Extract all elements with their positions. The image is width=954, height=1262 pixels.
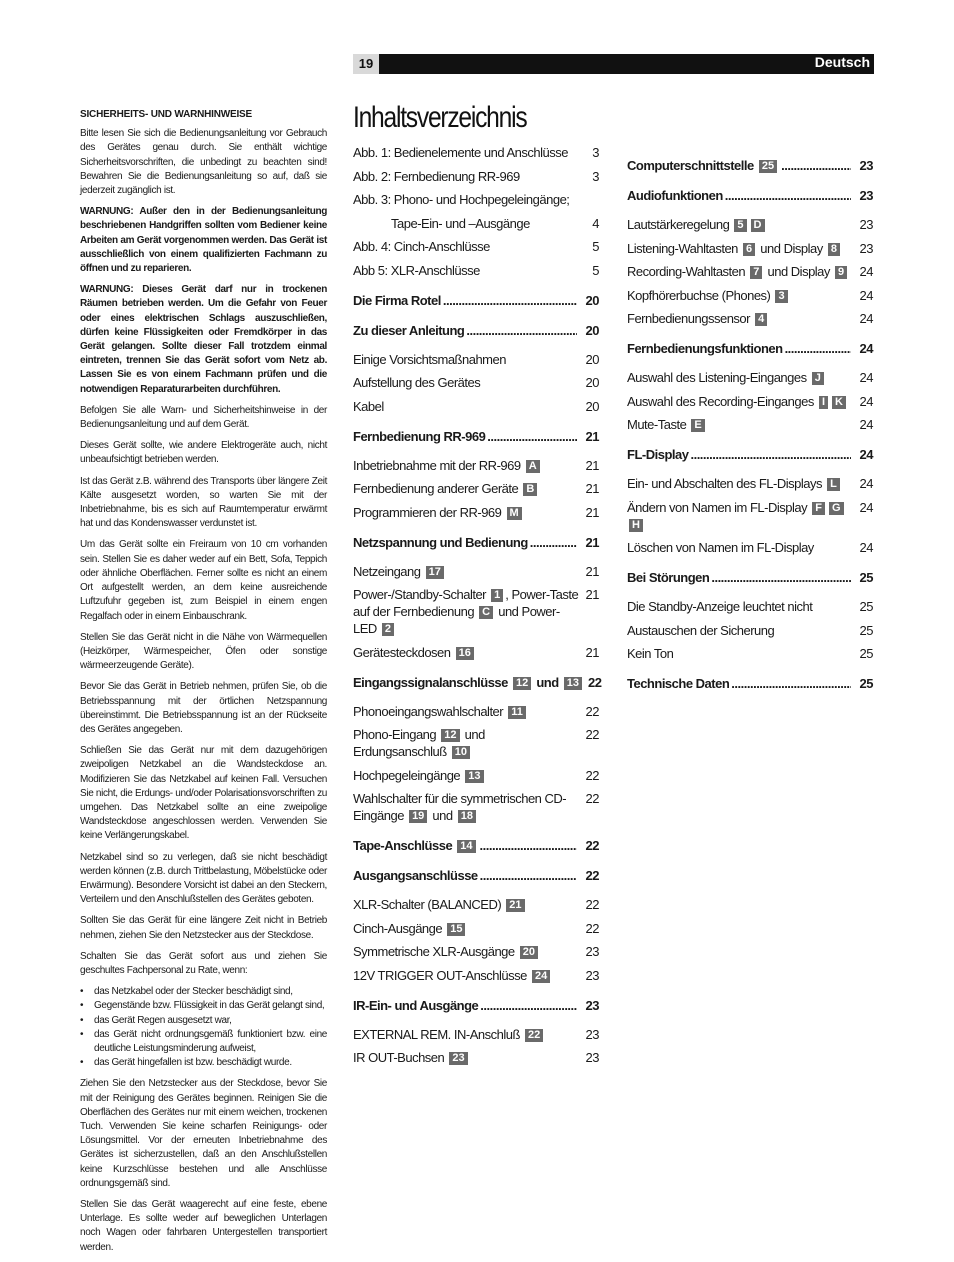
reference-badge: I [819, 396, 828, 409]
toc-entry: Phono-Eingang 12 und Erdungsanschluß 10 22 [353, 727, 599, 759]
reference-badge: 18 [458, 810, 476, 823]
toc-entry: Auswahl des Listening-Einganges J 24 [627, 370, 873, 385]
toc-leader-dots [480, 867, 577, 884]
reference-badge: C [479, 606, 493, 619]
toc-section: Bei Störungen ..... 25 [627, 569, 873, 586]
reference-badge: 8 [828, 243, 840, 256]
toc-page-number: 24 [859, 370, 873, 385]
toc-entry: Aufstellung des Gerätes 20 [353, 375, 599, 390]
toc-entry: IR OUT-Buchsen 23 23 [353, 1050, 599, 1065]
reference-badge: K [832, 396, 846, 409]
toc-entry: Ein- und Abschalten des FL-Displays L 24 [627, 476, 873, 491]
toc-page-number: 22 [585, 727, 599, 742]
toc-entry: Lautstärkeregelung 5 D 23 [627, 217, 873, 232]
toc-section: IR-Ein- und Ausgänge ..... 23 [353, 997, 599, 1014]
toc-page-number: 24 [859, 476, 873, 491]
reference-badge: 23 [449, 1052, 467, 1065]
toc-entry: Programmieren der RR-969 M 21 [353, 504, 599, 520]
reference-badge: 5 [734, 219, 746, 232]
toc-page-number: 22 [585, 838, 599, 853]
toc-page-number: 23 [859, 188, 873, 203]
toc-entry: Recording-Wahltasten 7 und Display 9 24 [627, 264, 873, 279]
toc-entry: Phonoeingangswahlschalter 11 22 [353, 703, 599, 719]
safety-paragraph: Stellen Sie das Gerät nicht in die Nähe von Wärmequellen (Heizkörper, Wärmespeicher, Öfen oder sonstige wärmeerzeugende Geräte). [80, 631, 327, 672]
toc-page-number: 22 [585, 703, 599, 719]
toc-page-number: 5 [592, 239, 599, 254]
safety-closing [80, 1077, 327, 1254]
toc-page-number: 3 [592, 168, 599, 184]
safety-paragraph: Bevor Sie das Gerät in Betrieb nehmen, prüfen Sie, ob die Betriebsspannung mit der örtlichen Netzspannung übereinstimmt. Die Betriebsspannung ist an der Rückseite des Gerätes angegeben. [80, 681, 327, 735]
reference-badge: 7 [750, 266, 762, 279]
toc-section: Zu dieser Anleitung ..... 20 [353, 322, 599, 339]
reference-badge: 3 [775, 290, 787, 303]
toc-entry: Die Standby-Anzeige leuchtet nicht 25 [627, 599, 873, 614]
toc-leader-dots [690, 446, 851, 463]
toc-entry: Kopfhörerbuchse (Phones) 3 24 [627, 287, 873, 303]
toc-column-middle [353, 144, 602, 1073]
toc-page-number: 24 [859, 393, 873, 409]
toc-entry: Hochpegeleingänge 13 22 [353, 767, 599, 783]
toc-page-number: 22 [585, 868, 599, 883]
toc-entry: Cinch-Ausgänge 15 22 [353, 920, 599, 936]
toc-entry: Einige Vorsichtsmaßnahmen 20 [353, 351, 599, 367]
safety-bullet: • das Gerät hingefallen ist bzw. beschädigt wurde. [80, 1056, 327, 1070]
reference-badge: H [629, 519, 643, 532]
safety-paragraph: Schalten Sie das Gerät sofort aus und ziehen Sie geschultes Fachpersonal zu Rate, wenn: [80, 950, 327, 976]
toc-page-number: 25 [859, 646, 873, 661]
toc-page-number: 21 [585, 534, 599, 550]
toc-entry: Listening-Wahltasten 6 und Display 8 23 [627, 240, 873, 256]
toc-page-number: 21 [585, 481, 599, 496]
toc-page-number: 23 [859, 217, 873, 232]
safety-bullet: • das Gerät Regen ausgesetzt war, [80, 1014, 327, 1028]
safety-paragraph: Schließen Sie das Gerät nur mit dem dazugehörigen zweipoligen Netzkabel an die Wandsteckdose an. Modifizieren Sie das Netzkabel auf keinen Fall. Versuchen Sie nicht, die Erdungs- und/oder Polarisationsvorschriften zu umgehen. Das Netzkabel sollte an eine zweipolige Wandsteckdose angeschlossen werden. Verwenden Sie keine Verlängerungskabel. [80, 745, 327, 842]
reference-badge: M [507, 507, 522, 520]
reference-badge: 1 [491, 589, 503, 602]
reference-badge: 12 [441, 729, 459, 742]
toc-page-number: 20 [585, 398, 599, 414]
safety-bullet: • das Netzkabel oder der Stecker beschädigt sind, [80, 985, 327, 999]
toc-leader-dots [480, 997, 577, 1014]
toc-page-number: 23 [585, 1026, 599, 1042]
reference-badge: 21 [506, 899, 524, 912]
toc-entry: Mute-Taste E 24 [627, 417, 873, 432]
toc-page-number: 22 [585, 791, 599, 806]
toc-section: Ausgangsanschlüsse ..... 22 [353, 867, 599, 884]
reference-badge: D [751, 219, 765, 232]
toc-section: Eingangssignalanschlüsse 12 und 13 22 [353, 674, 602, 690]
toc-page-number: 22 [585, 767, 599, 783]
toc-entry: Wahlschalter für die symmetrischen CD-Eingänge 19 und 18 22 [353, 791, 599, 823]
toc-entry: Ändern von Namen im FL-Display F GH 24 [627, 499, 873, 531]
toc-leader-dots [725, 187, 851, 204]
safety-heading: SICHERHEITS- UND WARNHINWEISE [80, 109, 252, 120]
toc-page-number: 24 [859, 311, 873, 326]
toc-page-number: 24 [859, 447, 873, 462]
safety-paragraph: WARNUNG: Dieses Gerät darf nur in trockenen Räumen betrieben werden. Um die Gefahr von Feuer oder eines elektrischen Schlags auszuschließen, dürfen keine Flüssigkeiten oder Fremdkörper in das Gerät gelangen. Sollte dieser Fall trotzdem einmal eintreten, trennen Sie das Gerät sofort vom Netz ab. Lassen Sie es von einem Fachmann prüfen und die notwendigen Reparaturarbeiten durchführen. [80, 284, 327, 395]
toc-entry: Abb. 4: Cinch-Anschlüsse 5 [353, 239, 599, 254]
safety-paragraph: Ziehen Sie den Netzstecker aus der Steckdose, bevor Sie mit der Reinigung des Gerätes beginnen. Reinigen Sie die Oberflächen des Gerätes nur mit einem weichen, trockenen Tuch. Verwenden Sie keine scharfen Reinigungs- oder Lösungsmittel. Vor der erneuten Inbetriebnahme des Gerätes ist sicherzustellen, daß an den Anschlußstellen keine Kurzschlüsse bestehen und alle Anschlüsse ordnungsgemäß sind. [80, 1078, 327, 1189]
reference-badge: 15 [447, 923, 465, 936]
toc-entry: Abb 5: XLR-Anschlüsse 5 [353, 262, 599, 278]
reference-badge: 17 [426, 566, 444, 579]
reference-badge: 13 [465, 770, 483, 783]
toc-section: Die Firma Rotel ..... 20 [353, 292, 599, 309]
reference-badge: 24 [532, 970, 550, 983]
reference-badge: 6 [743, 243, 755, 256]
toc-page-number: 24 [859, 499, 873, 515]
reference-badge: 10 [452, 746, 470, 759]
toc-entry: Gerätesteckdosen 16 21 [353, 644, 599, 660]
reference-badge: E [691, 419, 704, 432]
toc-leader-dots [530, 534, 577, 551]
reference-badge: 4 [755, 313, 767, 326]
toc-page-number: 24 [859, 341, 873, 356]
toc-entry: Abb. 2: Fernbedienung RR-969 3 [353, 168, 599, 184]
safety-bullet: • Gegenstände bzw. Flüssigkeit in das Gerät gelangt sind, [80, 999, 327, 1013]
safety-paragraphs [80, 127, 327, 978]
toc-entry: Löschen von Namen im FL-Display 24 [627, 540, 873, 555]
reference-badge: 14 [457, 840, 475, 853]
toc-entry: 12V TRIGGER OUT-Anschlüsse 24 23 [353, 967, 599, 983]
toc-page-number: 23 [585, 1050, 599, 1065]
toc-leader-dots [443, 292, 577, 309]
header-bar [353, 54, 874, 74]
toc-page-number: 20 [585, 292, 599, 308]
safety-bullet: • das Gerät nicht ordnungsgemäß funktioniert bzw. eine deutliche Leistungsminderung aufweist, [80, 1028, 327, 1056]
toc-page-number: 23 [859, 240, 873, 256]
toc-page-number: 3 [592, 145, 599, 160]
safety-paragraph: WARNUNG: Außer den in der Bedienungsanleitung beschriebenen Handgriffen sollten vom Bediener keine Arbeiten am Gerät vorgenommen werden. Das Gerät ist ausschließlich von einem qualifizierten Fachmann zu öffnen und zu reparieren. [80, 206, 327, 275]
reference-badge: 16 [456, 647, 474, 660]
safety-paragraph: Netzkabel sind so zu verlegen, daß sie nicht beschädigt werden können (z.B. durch Trittbelastung, Möbelstücke oder Erwärmung). Besondere Vorsicht ist dabei an den Steckern, Verteilern und den Anschlußstellen des Gerätes geboten. [80, 851, 327, 906]
toc-leader-dots [785, 340, 851, 357]
toc-section: Tape-Anschlüsse 14 ..... 22 [353, 837, 599, 854]
toc-entry: Fernbedienungssensor 4 24 [627, 311, 873, 326]
toc-section: Fernbedienung RR-969 ..... 21 [353, 428, 599, 445]
toc-page-number: 23 [859, 158, 873, 173]
toc-section: FL-Display ..... 24 [627, 446, 873, 463]
safety-paragraph: Um das Gerät sollte ein Freiraum von 10 cm vorhanden sein. Stellen Sie es daher weder auf ein Bett, Sofa, Teppich oder ähnliche Oberflächen. Ferner sollte es nicht an einem Ort aufgestellt werden, an dem keine ausreichende Luftzufuhr gegeben ist, zum Beispiel in einem engen Regalfach oder in einem Einbauschrank. [80, 539, 327, 622]
toc-page-number: 22 [585, 897, 599, 912]
toc-leader-dots [480, 837, 577, 854]
safety-bullet-list [80, 985, 327, 1070]
toc-page-number: 20 [585, 322, 599, 338]
toc-page-number: 21 [585, 428, 599, 444]
toc-page-number: 22 [585, 920, 599, 936]
reference-badge: 22 [525, 1029, 543, 1042]
reference-badge: J [812, 372, 824, 385]
toc-page-number: 20 [585, 351, 599, 367]
toc-section: Computerschnittstelle 25 ..... 23 [627, 157, 873, 174]
reference-badge: 2 [382, 623, 394, 636]
reference-badge: F [812, 502, 825, 515]
toc-page-number: 24 [859, 287, 873, 303]
reference-badge: L [827, 478, 840, 491]
toc-entry: Netzeingang 17 21 [353, 563, 599, 579]
toc-entry: Austauschen der Sicherung 25 [627, 622, 873, 638]
toc-entry: Inbetriebnahme mit der RR-969 A 21 [353, 457, 599, 473]
toc-page-number: 23 [585, 944, 599, 959]
reference-badge: 19 [409, 810, 427, 823]
toc-entry: Tape-Ein- und –Ausgänge 4 [391, 215, 599, 231]
toc-page-number: 21 [585, 644, 599, 660]
toc-page-number: 21 [585, 563, 599, 579]
toc-page-number: 21 [585, 504, 599, 520]
toc-leader-dots [731, 675, 851, 692]
safety-paragraph: Befolgen Sie alle Warn- und Sicherheitshinweise in der Bedienungsanleitung und auf dem Gerät. [80, 404, 327, 431]
toc-leader-dots [711, 569, 851, 586]
reference-badge: 12 [513, 677, 531, 690]
language-label: Deutsch [814, 54, 870, 70]
safety-column [80, 108, 327, 1262]
toc-entry: Kein Ton 25 [627, 646, 873, 661]
toc-section: Technische Daten ..... 25 [627, 675, 873, 692]
toc-entry: Power-/Standby-Schalter 1 , Power-Taste auf der Fernbedienung C und Power-LED 2 21 [353, 587, 599, 636]
toc-section: Fernbedienungsfunktionen ..... 24 [627, 340, 873, 357]
toc-page-number: 25 [859, 622, 873, 638]
safety-paragraph: Ist das Gerät z.B. während des Transports über längere Zeit Kälte ausgesetzt worden, so warten Sie mit der Inbetriebnahme, bis es sich auf Raumtemperatur erwärmt hat und das Kondenswasser verdunstet ist. [80, 475, 327, 530]
toc-page-number: 23 [585, 967, 599, 983]
toc-leader-dots [487, 428, 577, 445]
toc-page-number: 24 [859, 264, 873, 279]
toc-entry: XLR-Schalter (BALANCED) 21 22 [353, 897, 599, 912]
toc-page-number: 5 [592, 262, 599, 278]
toc-title: Inhaltsverzeichnis [353, 101, 527, 134]
toc-section: Netzspannung und Bedienung ..... 21 [353, 534, 599, 551]
toc-leader-dots [466, 322, 577, 339]
reference-badge: 20 [520, 946, 538, 959]
toc-entry: Kabel 20 [353, 398, 599, 414]
safety-paragraph: Dieses Gerät sollte, wie andere Elektrogeräte auch, nicht unbeaufsichtigt betrieben werden. [80, 440, 327, 466]
page-number: 19 [353, 54, 379, 74]
toc-page-number: 25 [859, 599, 873, 614]
safety-paragraph: Bitte lesen Sie sich die Bedienungsanleitung vor Gebrauch des Gerätes genau durch. Sie enthält wichtige Sicherheitsvorschriften, die unbedingt zu beachten sind! Bewahren Sie die Bedienungsanleitung so auf, daß sie jederzeit zugänglich ist. [80, 128, 327, 197]
toc-leader-dots [781, 157, 851, 174]
reference-badge: B [523, 483, 537, 496]
safety-paragraph: Sollten Sie das Gerät für eine längere Zeit nicht in Betrieb nehmen, ziehen Sie den Netzstecker aus der Steckdose. [80, 915, 327, 941]
reference-badge: 9 [835, 266, 847, 279]
reference-badge: 25 [759, 160, 777, 173]
toc-entry: EXTERNAL REM. IN-Anschluß 22 23 [353, 1026, 599, 1042]
toc-section: Audiofunktionen ..... 23 [627, 187, 873, 204]
toc-page-number: 24 [859, 417, 873, 432]
toc-page-number: 25 [859, 570, 873, 585]
reference-badge: G [829, 502, 844, 515]
toc-entry: Abb. 1: Bedienelemente und Anschlüsse 3 [353, 145, 599, 160]
reference-badge: A [526, 460, 540, 473]
toc-entry: Symmetrische XLR-Ausgänge 20 23 [353, 944, 599, 959]
toc-page-number: 4 [592, 215, 599, 231]
reference-badge: 11 [508, 706, 526, 719]
toc-page-number: 21 [585, 587, 599, 602]
toc-entry: Auswahl des Recording-Einganges I K 24 [627, 393, 873, 409]
toc-page-number: 24 [859, 540, 873, 555]
toc-page-number: 20 [585, 375, 599, 390]
toc-page-number: 21 [585, 457, 599, 473]
safety-paragraph: Stellen Sie das Gerät waagerecht auf eine feste, ebene Unterlage. Es sollte weder auf beweglichen Unterlagen noch Wagen oder fahrbaren Untergestellen transportiert werden. [80, 1199, 327, 1253]
toc-page-number: 25 [859, 676, 873, 691]
toc-entry: Abb. 3: Phono- und Hochpegeleingänge; [353, 192, 570, 207]
reference-badge: 13 [564, 677, 582, 690]
toc-page-number: 23 [585, 997, 599, 1013]
toc-column-right [627, 144, 873, 704]
toc-entry: Fernbedienung anderer Geräte B 21 [353, 481, 599, 496]
toc-page-number: 22 [588, 674, 602, 690]
